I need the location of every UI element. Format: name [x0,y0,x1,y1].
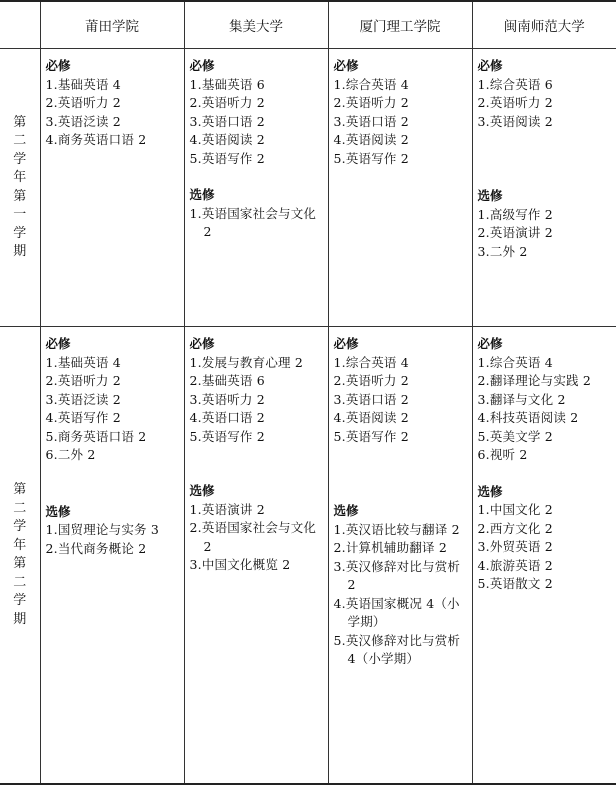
elective-title: 选修 [189,483,215,498]
required-title: 必修 [477,58,503,73]
semester-row-2 [0,327,616,785]
course-item: 4.英语阅读 2 [333,410,409,425]
course-item: 2.英语听力 2 [477,95,553,110]
semester-label-char: 学 [13,225,27,241]
course-item: 5.英语写作 2 [333,428,409,444]
course-item: 2.翻译理论与实践 2 [477,373,592,388]
elective-title: 选修 [333,503,359,518]
school-header: 闽南师范大学 [472,1,616,49]
course-item: 6.视听 2 [477,447,528,462]
course-item: 2.英语听力 2 [45,95,121,110]
course-item: 2.英语演讲 2 [477,225,553,240]
required-list [190,76,323,169]
course-item: 5.英美文学 2 [477,428,553,444]
course-item: 4.旅游英语 2 [477,557,553,573]
course-item: 4.商务英语口语 2 [45,132,147,147]
course-item: 3.英语阅读 2 [477,113,553,129]
course-item: 3.英汉修辞对比与赏析 2 [333,558,461,592]
elective-title: 选修 [477,188,503,203]
course-item: 4.科技英语阅读 2 [477,410,579,425]
course-item: 1.综合英语 4 [477,354,553,370]
corner-cell [0,1,40,49]
course-item: 3.中国文化概览 2 [189,557,291,572]
course-item: 1.综合英语 4 [333,76,409,92]
course-cell [40,327,184,785]
semester-label [0,49,40,327]
course-item: 4.英语阅读 2 [189,132,265,147]
semester-label-char: 第 [13,188,27,204]
course-item: 1.发展与教育心理 2 [189,354,304,370]
course-item: 2.西方文化 2 [477,520,553,536]
elective-list [478,206,612,262]
course-item: 3.外贸英语 2 [477,539,553,554]
course-cell [184,49,328,327]
course-item: 3.翻译与文化 2 [477,391,566,407]
course-item: 2.当代商务概论 2 [45,540,147,556]
course-item: 1.国贸理论与实务 3 [45,522,160,537]
semester-label-char: 第 [13,114,27,130]
course-item: 2.英语听力 2 [45,373,121,388]
semester-label-char: 二 [13,133,27,148]
course-item: 1.中国文化 2 [477,502,553,517]
course-item: 1.英语演讲 2 [189,501,265,517]
required-list [46,354,179,465]
semester-label-char: 学 [13,593,27,608]
semester-label-char: 二 [13,500,27,516]
course-item: 1.英汉语比较与翻译 2 [333,521,460,537]
required-title: 必修 [189,336,215,351]
course-item: 3.英语口语 2 [333,113,409,129]
required-list [478,354,612,465]
semester-label-char: 年 [13,170,27,185]
elective-list [190,501,323,575]
course-item: 6.二外 2 [45,447,96,462]
course-item: 4.英语国家概况 4（小学期） [333,595,460,629]
course-item: 3.英语泛读 2 [45,113,121,129]
required-title: 必修 [333,58,359,73]
course-item: 5.英语散文 2 [477,576,553,591]
course-item: 4.英语写作 2 [45,410,121,425]
course-item: 1.基础英语 4 [45,76,121,92]
course-item: 2.基础英语 6 [189,373,265,388]
course-item: 4.英语口语 2 [189,410,265,425]
semester-label-char: 二 [13,574,27,590]
semester-label-char: 期 [13,611,27,627]
required-list [334,354,467,447]
school-header: 莆田学院 [40,1,184,49]
required-title: 必修 [45,336,71,351]
required-title: 必修 [333,336,359,351]
elective-title: 选修 [477,483,503,499]
course-item: 1.英语国家社会与文化 2 [189,205,317,239]
course-cell [328,49,472,327]
course-item: 5.英语写作 2 [333,150,409,166]
elective-title: 选修 [189,187,215,202]
course-item: 1.基础英语 4 [45,354,121,370]
course-cell [328,327,472,785]
course-cell [472,327,616,785]
header-row [0,1,616,49]
required-title: 必修 [477,336,503,351]
semester-label-char: 第 [13,482,27,497]
school-header: 集美大学 [184,1,328,49]
course-item: 1.综合英语 4 [333,354,409,370]
semester-label-char: 第 [13,556,27,571]
elective-list [46,521,179,558]
required-title: 必修 [45,58,71,73]
course-item: 2.英语听力 2 [333,95,409,110]
course-item: 5.英汉修辞对比与赏析 4（小学期） [333,632,461,666]
semester-label [0,327,40,785]
course-item: 2.计算机辅助翻译 2 [333,540,448,555]
semester-row-1 [0,49,616,327]
course-item: 5.英语写作 2 [189,150,265,166]
course-item: 3.英语口语 2 [333,391,409,407]
required-title: 必修 [189,58,215,73]
course-item: 3.英语泛读 2 [45,391,121,407]
semester-label-char: 年 [13,537,27,553]
semester-label-char: 学 [13,151,27,167]
elective-list [478,501,612,594]
required-list [190,354,323,447]
required-list [46,76,179,150]
semester-label-char: 学 [13,519,27,534]
elective-title: 选修 [45,503,71,519]
school-header: 厦门理工学院 [328,1,472,49]
course-item: 1.综合英语 6 [477,76,553,92]
elective-list [334,521,467,669]
course-item: 5.英语写作 2 [189,428,265,444]
course-item: 4.英语阅读 2 [333,132,409,147]
course-item: 3.二外 2 [477,243,528,259]
course-item: 2.英语听力 2 [189,95,265,110]
course-item: 1.高级写作 2 [477,206,553,222]
course-item: 3.英语口语 2 [189,113,265,129]
course-cell [472,49,616,327]
semester-label-char: 一 [13,207,27,222]
course-item: 2.英语国家社会与文化 2 [189,520,317,554]
elective-list [190,205,323,242]
course-item: 3.英语听力 2 [189,391,265,407]
required-list [478,76,612,132]
semester-label-char: 期 [13,244,27,259]
course-cell [40,49,184,327]
course-item: 5.商务英语口语 2 [45,428,147,444]
course-cell [184,327,328,785]
course-item: 1.基础英语 6 [189,76,265,92]
required-list [334,76,467,169]
course-item: 2.英语听力 2 [333,373,409,388]
